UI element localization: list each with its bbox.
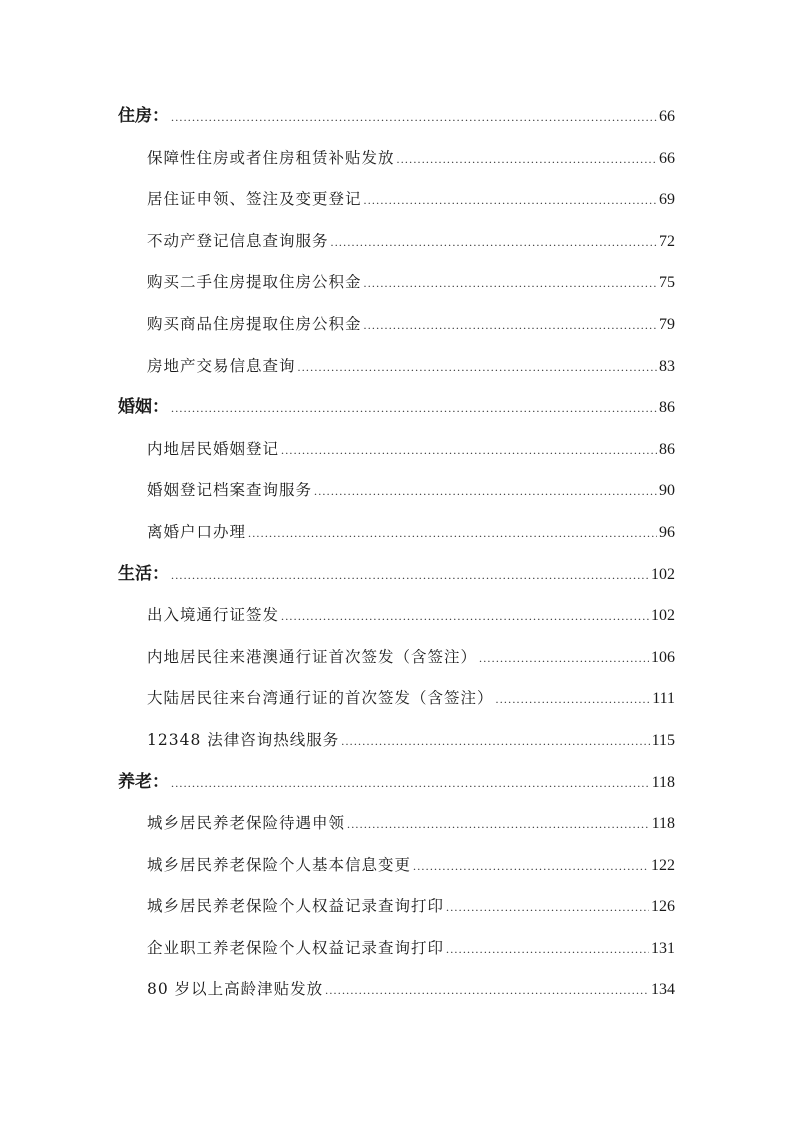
dot-leader (171, 763, 650, 805)
toc-section-housing[interactable] (118, 96, 675, 138)
dot-leader (347, 804, 650, 846)
toc-entry[interactable] (118, 678, 675, 720)
toc-page-number: 66 (659, 108, 675, 125)
toc-page-number: 131 (651, 939, 675, 957)
toc-section-title: 婚姻： (118, 397, 169, 418)
dot-leader (479, 638, 649, 680)
toc-page-number: 118 (651, 773, 675, 791)
dot-leader (171, 555, 649, 597)
toc-entry-title: 购买商品住房提取住房公积金 (147, 314, 362, 333)
dot-leader (496, 679, 651, 721)
dot-leader (325, 970, 649, 1012)
dot-leader (364, 305, 657, 347)
toc-page-number: 115 (651, 731, 675, 749)
toc-entry[interactable] (118, 845, 675, 887)
toc-page-number: 72 (659, 232, 675, 250)
toc-entry[interactable] (118, 221, 675, 263)
dot-leader (364, 180, 657, 222)
toc-entry-title: 居住证申领、签注及变更登记 (147, 190, 362, 209)
toc-entry[interactable] (118, 429, 675, 471)
toc-page-number: 69 (659, 191, 675, 209)
toc-page-number: 122 (651, 856, 675, 874)
dot-leader (446, 887, 649, 929)
toc-page-number: 66 (659, 149, 675, 167)
toc-entry[interactable] (118, 886, 675, 928)
toc-page-number: 86 (659, 399, 675, 417)
toc-page-number: 83 (659, 357, 675, 375)
toc-page-number: 111 (652, 690, 675, 708)
toc-entry-title: 保障性住房或者住房租赁补贴发放 (147, 148, 395, 167)
toc-entry[interactable] (118, 637, 675, 679)
toc-entry[interactable] (118, 138, 675, 180)
toc-section-pension[interactable] (118, 762, 675, 804)
toc-entry[interactable] (118, 928, 675, 970)
toc-page-number: 79 (659, 315, 675, 333)
toc-page-number: 118 (651, 815, 675, 833)
dot-leader (171, 97, 657, 139)
toc-page-number: 126 (651, 898, 675, 916)
toc-entry[interactable] (118, 720, 675, 762)
toc-entry[interactable] (118, 304, 675, 346)
dot-leader (171, 388, 657, 430)
toc-entry-title: 购买二手住房提取住房公积金 (147, 273, 362, 292)
toc-entry-title: 内地居民往来港澳通行证首次签发（含签注） (147, 647, 478, 666)
toc-page-number: 90 (659, 482, 675, 500)
toc-entry-title: 城乡居民养老保险个人基本信息变更 (147, 855, 412, 874)
toc-entry[interactable] (118, 512, 675, 554)
toc-entry-title: 房地产交易信息查询 (147, 356, 296, 375)
toc-entry-title: 离婚户口办理 (147, 522, 247, 541)
dot-leader (364, 263, 657, 305)
toc-section-title: 生活： (118, 563, 169, 584)
toc-section-title: 住房： (118, 106, 169, 126)
toc-entry-title: 婚姻登记档案查询服务 (147, 481, 313, 500)
toc-entry[interactable] (118, 803, 675, 845)
toc-entry[interactable] (118, 470, 675, 512)
dot-leader (314, 471, 657, 513)
toc-page-number: 106 (651, 648, 675, 666)
toc-page-number: 134 (651, 981, 675, 999)
toc-entry-title: 80 岁以上高龄津贴发放 (147, 980, 324, 999)
toc-entry-title: 城乡居民养老保险个人权益记录查询打印 (147, 897, 445, 916)
dot-leader (446, 929, 649, 971)
dot-leader (281, 430, 657, 472)
toc-entry-title: 内地居民婚姻登记 (147, 439, 280, 458)
toc-section-life[interactable] (118, 554, 675, 596)
dot-leader (281, 596, 649, 638)
dot-leader (341, 721, 649, 763)
toc-entry[interactable] (118, 969, 675, 1011)
toc-entry-title: 城乡居民养老保险待遇申领 (147, 814, 346, 833)
toc-entry[interactable] (118, 595, 675, 637)
dot-leader (397, 139, 657, 181)
toc-page-number: 102 (651, 607, 675, 625)
toc-page-number: 96 (659, 523, 675, 541)
toc-page-number: 75 (659, 274, 675, 292)
dot-leader (248, 513, 657, 555)
table-of-contents (118, 96, 675, 1011)
toc-entry-title: 出入境通行证签发 (147, 606, 280, 625)
toc-entry-title: 12348 法律咨询热线服务 (147, 730, 340, 749)
toc-page-number: 86 (659, 440, 675, 458)
toc-entry-title: 不动产登记信息查询服务 (147, 231, 329, 250)
dot-leader (298, 347, 657, 389)
toc-section-title: 养老： (118, 771, 169, 792)
toc-entry[interactable] (118, 262, 675, 304)
dot-leader (331, 222, 657, 264)
toc-page-number: 102 (651, 565, 675, 583)
toc-entry[interactable] (118, 346, 675, 388)
toc-entry[interactable] (118, 179, 675, 221)
dot-leader (413, 846, 649, 888)
toc-entry-title: 大陆居民往来台湾通行证的首次签发（含签注） (147, 689, 494, 708)
toc-section-marriage[interactable] (118, 387, 675, 429)
toc-entry-title: 企业职工养老保险个人权益记录查询打印 (147, 938, 445, 957)
